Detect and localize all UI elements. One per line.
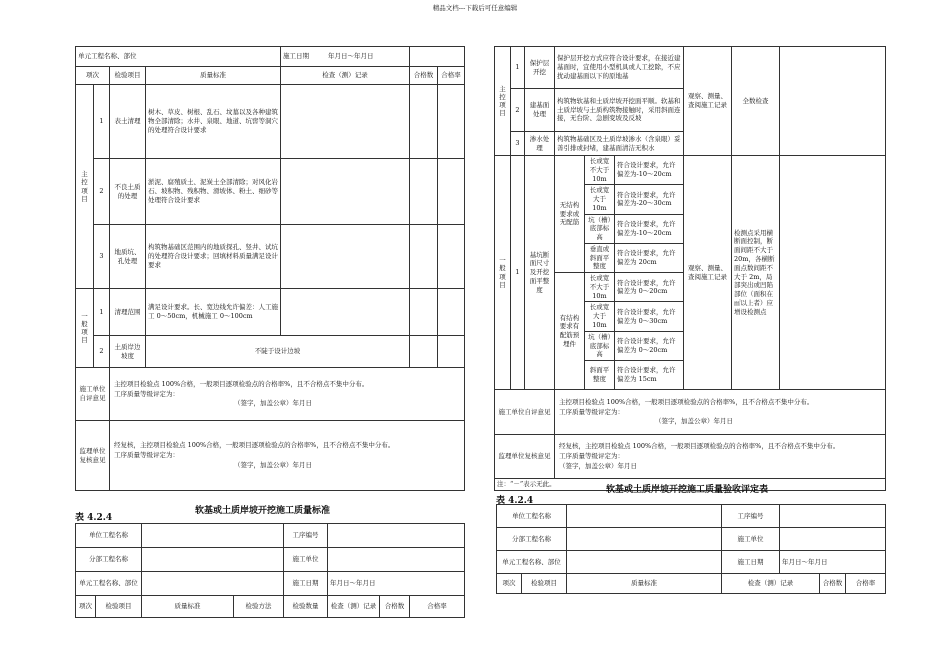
- unit-name-value[interactable]: [567, 551, 722, 574]
- col-item: 项次: [76, 67, 110, 85]
- record-cell[interactable]: [281, 85, 410, 159]
- dimension-item: 斜面平整度: [585, 361, 615, 390]
- standard-text: 构筑物基础区范围内的地质探孔、竖井、试坑的处理符合设计要求；回填材料质量满足设计要求: [146, 225, 281, 289]
- col-standard: 质量标准: [567, 574, 722, 594]
- date-value: 年月日～年月日: [780, 551, 886, 574]
- count-cell[interactable]: [410, 289, 438, 336]
- unit-name-value[interactable]: [142, 572, 284, 596]
- row-no: 1: [94, 289, 110, 336]
- left-eval-table: [75, 523, 465, 618]
- dimension-item: 垂直或斜面平整度: [585, 243, 615, 272]
- process-no-label: 工序编号: [722, 505, 780, 528]
- check-item: 土质岸边坡度: [110, 336, 146, 368]
- record-cell[interactable]: [281, 159, 410, 225]
- construction-unit-label: 施工单位: [284, 548, 328, 572]
- check-item: 不良土质的处理: [110, 159, 146, 225]
- col-check: 检验项目: [96, 596, 142, 618]
- process-no-value[interactable]: [328, 524, 465, 548]
- col-count: 合格数: [410, 67, 438, 85]
- record-cell[interactable]: [780, 47, 886, 156]
- rate-cell[interactable]: [438, 289, 465, 336]
- tolerance: 符合设计要求，允许偏差为-10～20cm: [615, 214, 684, 243]
- self-eval-label: 施工单位自评意见: [495, 390, 555, 435]
- row-no: 1: [511, 156, 525, 390]
- unit-name-label: 单元工程名称、部位: [497, 551, 567, 574]
- col-item: 项次: [497, 574, 522, 594]
- supervisor-opinion[interactable]: 经复核，主控项目检验点 100%合格，一般项目逐项检验点的合格率%，且不合格点不集中分布。 工序质量等级评定为： （签字，加盖公章）年月日: [110, 421, 465, 491]
- check-method: 观察、测量、查阅施工记录: [684, 156, 732, 390]
- record-cell[interactable]: [780, 156, 886, 390]
- count-cell[interactable]: [410, 225, 438, 289]
- row-no: 3: [94, 225, 110, 289]
- tolerance: 符合设计要求，允许偏差为 15cm: [615, 361, 684, 390]
- right-table-number: 表 4.2.4: [496, 496, 534, 506]
- col-check: 检验项目: [110, 67, 146, 85]
- standard-text: 构筑物软基和土质岸坡开挖面平顺。软基和土质岸坡与土质构筑物接触时，采用斜面连接，无台阶、急剧变坡及反坡: [555, 89, 684, 132]
- count-cell[interactable]: [410, 85, 438, 159]
- row-no: 2: [94, 336, 110, 368]
- dimension-item: 坑（槽）底部标高: [585, 331, 615, 360]
- col-record: 检查（测）记录: [328, 596, 380, 618]
- table-note: 注：“－”表示无此。: [495, 479, 886, 491]
- supervisor-label: 监理单位复核意见: [76, 421, 110, 491]
- col-standard: 质量标准: [142, 596, 234, 618]
- check-item: 表土清理: [110, 85, 146, 159]
- tolerance: 符合设计要求，允许偏差为 0～30cm: [615, 302, 684, 331]
- general-group-label: 一般项目: [76, 289, 94, 368]
- left-quality-table: [75, 46, 465, 491]
- count-cell[interactable]: [410, 336, 438, 368]
- check-item: 保护层开挖: [525, 47, 555, 89]
- unit-project-value[interactable]: [567, 505, 722, 528]
- check-quantity: 全数检查: [732, 47, 780, 156]
- col-check: 检验项目: [522, 574, 567, 594]
- tolerance: 符合设计要求，允许偏差为-10～20cm: [615, 156, 684, 185]
- standard-text: 保护层开挖方式应符合设计要求，在接近建基面时，宜使用小型机具或人工挖除，不应扰动建基面以下的原地基: [555, 47, 684, 89]
- check-method: 观察、测量、查阅施工记录: [684, 47, 732, 156]
- sub-category-a: 无结构要求或无配筋: [555, 156, 585, 273]
- rate-cell[interactable]: [438, 225, 465, 289]
- date-value: 年月日～年月日: [328, 52, 374, 61]
- construction-unit-label: 施工单位: [722, 528, 780, 551]
- unit-project-value[interactable]: [142, 524, 284, 548]
- unit-project-label: 单位工程名称: [76, 524, 142, 548]
- right-form-title: 软基或土质岸坡开挖施工质量验收评定表: [606, 485, 769, 495]
- col-rate: 合格率: [410, 596, 465, 618]
- tolerance: 符合设计要求，允许偏差为-20～30cm: [615, 185, 684, 214]
- tolerance: 符合设计要求，允许偏差为 0～20cm: [615, 273, 684, 302]
- count-cell[interactable]: [410, 159, 438, 225]
- unit-name-label: 单元工程名称、部位: [76, 47, 281, 67]
- left-table-number: 表 4.2.4: [75, 513, 113, 523]
- col-item: 项次: [76, 596, 96, 618]
- col-count: 合格数: [380, 596, 410, 618]
- sub-project-label: 分部工程名称: [497, 528, 567, 551]
- rate-cell[interactable]: [438, 159, 465, 225]
- general-group-label: 一般项目: [495, 156, 511, 390]
- main-group-label: 主控项目: [495, 47, 511, 156]
- sub-project-value[interactable]: [142, 548, 284, 572]
- rate-cell[interactable]: [438, 336, 465, 368]
- rate-cell[interactable]: [438, 85, 465, 159]
- right-quality-table: [494, 46, 886, 491]
- row-no: 1: [94, 85, 110, 159]
- standard-text: 不陡于设计边坡: [146, 336, 410, 368]
- standard-text: 树木、草皮、树根、乱石、坟墓以及各种建筑物全部清除；水井、泉眼、地道、坑窖等洞穴的处理符合设计要求: [146, 85, 281, 159]
- date-value-cell[interactable]: [410, 47, 465, 67]
- supervisor-label: 监理单位复核意见: [495, 435, 555, 479]
- check-item: 地质坑、孔处理: [110, 225, 146, 289]
- unit-name-label: 单元工程名称、部位: [76, 572, 142, 596]
- col-quantity: 检验数量: [284, 596, 328, 618]
- construction-unit-value[interactable]: [328, 548, 465, 572]
- sub-project-value[interactable]: [567, 528, 722, 551]
- dimension-item: 长或宽不大于 10m: [585, 273, 615, 302]
- sub-category-b: 有结构要求有配筋预埋件: [555, 273, 585, 390]
- process-no-label: 工序编号: [284, 524, 328, 548]
- date-label: 施工日期: [284, 572, 328, 596]
- col-count: 合格数: [820, 574, 846, 594]
- construction-unit-value[interactable]: [780, 528, 886, 551]
- date-label: 施工日期: [722, 551, 780, 574]
- col-standard: 质量标准: [146, 67, 281, 85]
- dimension-item: 长或宽大于 10m: [585, 302, 615, 331]
- sub-project-label: 分部工程名称: [76, 548, 142, 572]
- check-item: 建基面处理: [525, 89, 555, 132]
- tolerance: 符合设计要求，允许偏差为 0～20cm: [615, 331, 684, 360]
- record-cell[interactable]: [281, 225, 410, 289]
- date-value: 年月日～年月日: [328, 572, 465, 596]
- record-cell[interactable]: [281, 289, 410, 336]
- check-quantity: 检测点采用横断面控制，断面间距不大于 20m，各横断面点数间距不大于 2m，局部突出或凹陷部位（面积在㎡以上者）应增设检测点: [732, 156, 780, 390]
- standard-text: 满足设计要求。长、宽边线允许偏差：人工施工 0～50cm，机械施工 0～100cm: [146, 289, 281, 336]
- col-rate: 合格率: [438, 67, 465, 85]
- row-no: 2: [511, 89, 525, 132]
- col-record: 检查（测）记录: [281, 67, 410, 85]
- self-eval-opinion[interactable]: 主控项目检验点 100%合格，一般项目逐项检验点的合格率%，且不合格点不集中分布。 工序质量等级评定为： （签字，加盖公章）年月日: [555, 390, 886, 435]
- page-header: 精品文档---下载后可任意编辑: [432, 4, 518, 12]
- col-record: 检查（测）记录: [722, 574, 820, 594]
- supervisor-opinion[interactable]: 经复核，主控项目检验点 100%合格，一般项目逐项检验点的合格率%，且不合格点不集中分布。 工序质量等级评定为： （签字，加盖公章）年月日: [555, 435, 886, 479]
- self-eval-label: 施工单位自评意见: [76, 368, 110, 421]
- main-group-label: 主控项目: [76, 85, 94, 289]
- date-label: 施工日期: [283, 52, 309, 61]
- tolerance: 符合设计要求，允许偏差为 20cm: [615, 243, 684, 272]
- check-item: 基坑断面尺寸及开挖面平整度: [525, 156, 555, 390]
- standard-text: 构筑物基础区及土质岸坡渗水（含泉眼）妥善引排或封堵，建基面清洁无积水: [555, 132, 684, 156]
- right-eval-table: [496, 504, 886, 594]
- process-no-value[interactable]: [780, 505, 886, 528]
- col-method: 检验方法: [234, 596, 284, 618]
- row-no: 2: [94, 159, 110, 225]
- unit-project-label: 单位工程名称: [497, 505, 567, 528]
- row-no: 3: [511, 132, 525, 156]
- dimension-item: 长或宽大于 10m: [585, 185, 615, 214]
- left-form-title: 软基或土质岸坡开挖施工质量标准: [195, 506, 331, 516]
- self-eval-opinion[interactable]: 主控项目检验点 100%合格，一般项目逐项检验点的合格率%，且不合格点不集中分布。 工序质量等级评定为： （签字，加盖公章）年月日: [110, 368, 465, 421]
- standard-text: 淤泥、腐殖质土、泥炭土全部清除；对风化岩石、坡积物、残积物、滑坡体、粉土、细砂等处理符合设计要求: [146, 159, 281, 225]
- check-item: 渗水处理: [525, 132, 555, 156]
- dimension-item: 坑（槽）底部标高: [585, 214, 615, 243]
- row-no: 1: [511, 47, 525, 89]
- dimension-item: 长或宽不大于 10m: [585, 156, 615, 185]
- check-item: 清理范围: [110, 289, 146, 336]
- col-rate: 合格率: [846, 574, 886, 594]
